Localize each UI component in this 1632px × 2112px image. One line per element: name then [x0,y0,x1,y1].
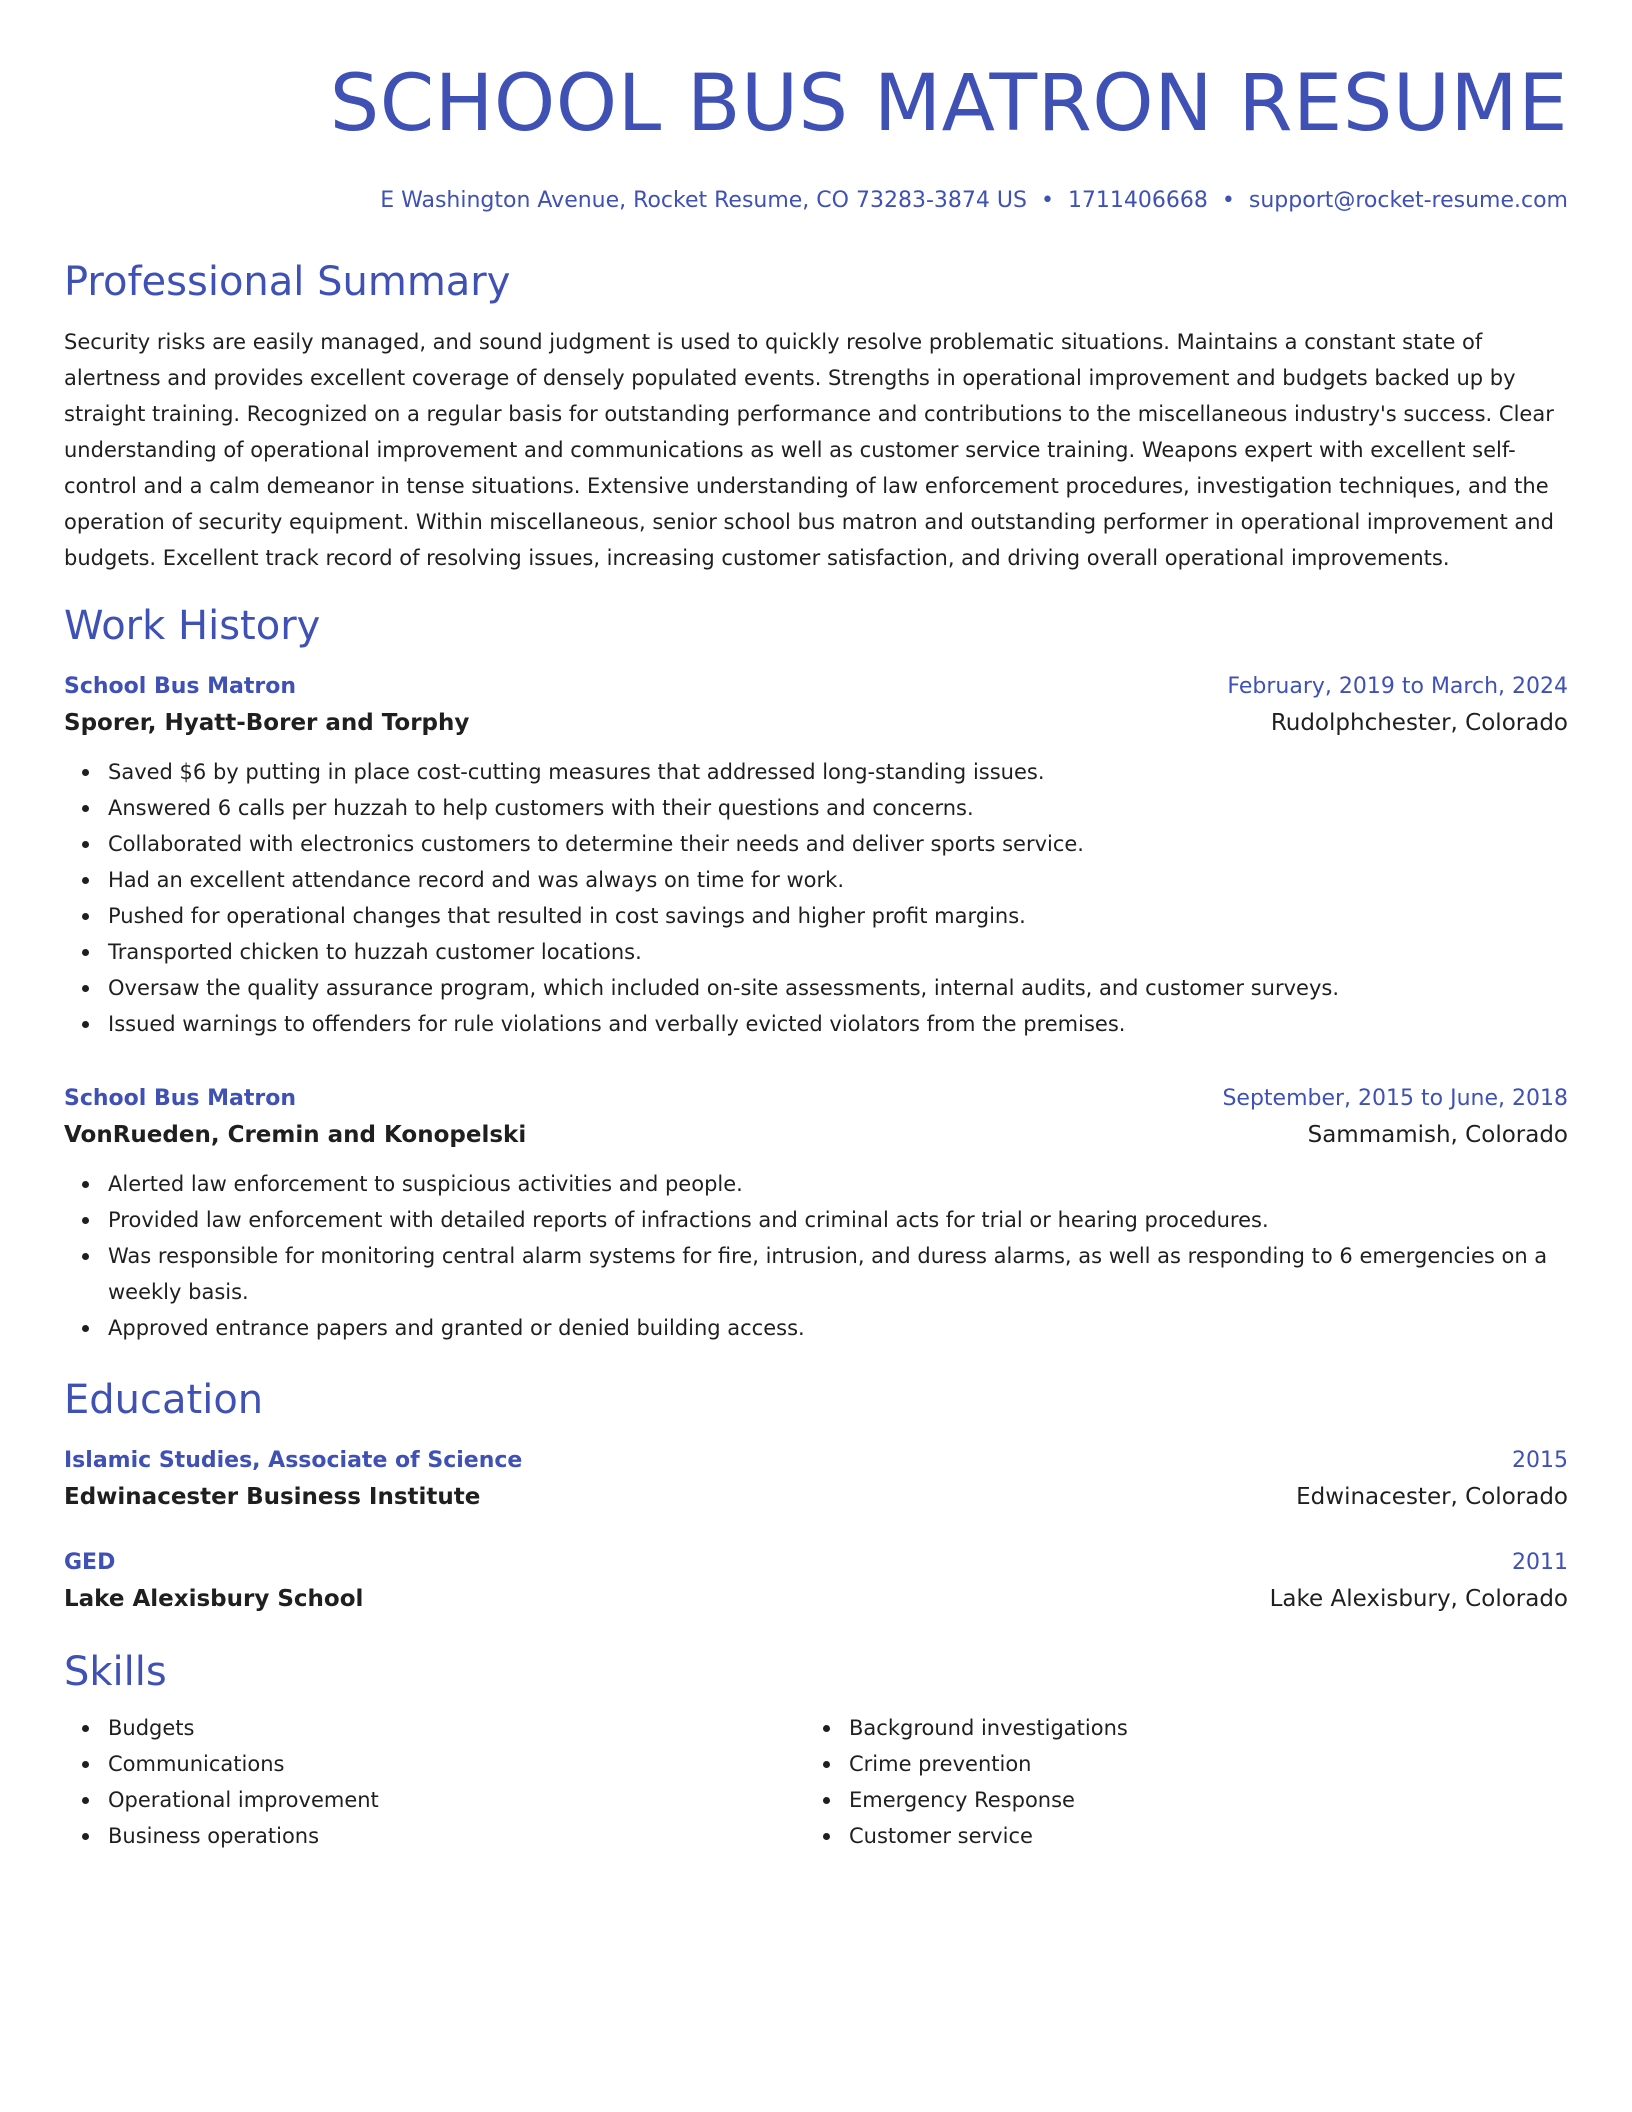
contact-separator: • [1040,188,1054,213]
skill-item: Business operations [108,1818,816,1854]
job-bullet: Alerted law enforcement to suspicious activities and people. [108,1166,1568,1202]
education-degree: Islamic Studies, Associate of Science [64,1448,523,1473]
job-entry [64,670,1568,1042]
skills-column-left [64,1710,816,1854]
resume-header [64,56,1568,216]
resume-title: SCHOOL BUS MATRON RESUME [329,59,1568,149]
education-location: Lake Alexisbury, Colorado [1269,1586,1568,1612]
job-bullet: Oversaw the quality assurance program, which included on-site assessments, internal audits, and customer surveys. [108,970,1568,1006]
skill-item: Crime prevention [849,1746,1568,1782]
contact-address: E Washington Avenue, Rocket Resume, CO 73283-3874 US [380,188,1027,213]
education-school: Edwinacester Business Institute [64,1484,481,1510]
education-school-row [64,1580,1568,1618]
education-header-row [64,1444,1568,1478]
job-header-row [64,1082,1568,1116]
work-history-section [64,600,1568,1346]
job-bullet: Transported chicken to huzzah customer locations. [108,934,1568,970]
job-bullets [64,754,1568,1042]
contact-email[interactable]: support@rocket-resume.com [1248,188,1568,213]
skill-item: Background investigations [849,1710,1568,1746]
job-bullet: Provided law enforcement with detailed reports of infractions and criminal acts for trial or hearing procedures. [108,1202,1568,1238]
skill-item: Budgets [108,1710,816,1746]
skill-item: Operational improvement [108,1782,816,1818]
section-heading-work: Work History [64,603,321,649]
skill-item: Customer service [849,1818,1568,1854]
contact-separator: • [1221,188,1235,213]
job-bullet: Answered 6 calls per huzzah to help customers with their questions and concerns. [108,790,1568,826]
education-section [64,1374,1568,1618]
education-school-row [64,1478,1568,1516]
job-bullet: Approved entrance papers and granted or denied building access. [108,1310,1568,1346]
job-dates: February, 2019 to March, 2024 [1227,674,1568,699]
section-heading-summary: Professional Summary [64,259,511,305]
contact-line [64,186,1568,216]
job-entry [64,1082,1568,1346]
education-year: 2011 [1512,1550,1568,1575]
job-company: VonRueden, Cremin and Konopelski [64,1122,527,1148]
job-location: Sammamish, Colorado [1307,1122,1568,1148]
job-bullet: Saved $6 by putting in place cost-cutting measures that addressed long-standing issues. [108,754,1568,790]
skill-item: Communications [108,1746,816,1782]
job-bullet: Was responsible for monitoring central alarm systems for fire, intrusion, and duress alarms, as well as responding to 6 emergencies on a weekly basis. [108,1238,1568,1310]
education-location: Edwinacester, Colorado [1296,1484,1568,1510]
job-bullet: Issued warnings to offenders for rule violations and verbally evicted violators from the premises. [108,1006,1568,1042]
education-degree: GED [64,1550,116,1575]
skill-item: Emergency Response [849,1782,1568,1818]
job-company-row [64,704,1568,742]
job-location: Rudolphchester, Colorado [1270,710,1568,736]
job-dates: September, 2015 to June, 2018 [1222,1086,1568,1111]
skills-column-right [816,1710,1568,1854]
skills-section [64,1646,1568,1854]
contact-phone: 1711406668 [1067,188,1208,213]
education-header-row [64,1546,1568,1580]
section-heading-skills: Skills [64,1649,167,1695]
job-bullet: Had an excellent attendance record and was always on time for work. [108,862,1568,898]
job-title: School Bus Matron [64,674,297,699]
education-year: 2015 [1512,1448,1568,1473]
education-school: Lake Alexisbury School [64,1586,364,1612]
job-bullet: Pushed for operational changes that resulted in cost savings and higher profit margins. [108,898,1568,934]
education-entry [64,1444,1568,1516]
job-bullet: Collaborated with electronics customers to determine their needs and deliver sports service. [108,826,1568,862]
skills-grid [64,1710,1568,1854]
section-heading-education: Education [64,1377,264,1423]
job-company-row [64,1116,1568,1154]
job-bullets [64,1166,1568,1346]
job-title: School Bus Matron [64,1086,297,1111]
job-company: Sporer, Hyatt-Borer and Torphy [64,710,470,736]
job-header-row [64,670,1568,704]
education-entry [64,1546,1568,1618]
summary-text: Security risks are easily managed, and sound judgment is used to quickly resolve problematic situations. Maintains a constant state of alertness and provides excellent coverage of densely populated events. Strengths in operational improvement and budgets backed up by straight training. Recognized on a regular basis for outstanding performance and contributions to the miscellaneous industry's success. Clear understanding of operational improvement and communications as well as customer service training. Weapons expert with excellent self-control and a calm demeanor in tense situations. Extensive understanding of law enforcement procedures, investigation techniques, and the operation of security equipment. Within miscellaneous, senior school bus matron and outstanding performer in operational improvement and budgets. Excellent track record of resolving issues, increasing customer satisfaction, and driving overall operational improvements. [64,330,1554,570]
professional-summary-section [64,256,1568,576]
